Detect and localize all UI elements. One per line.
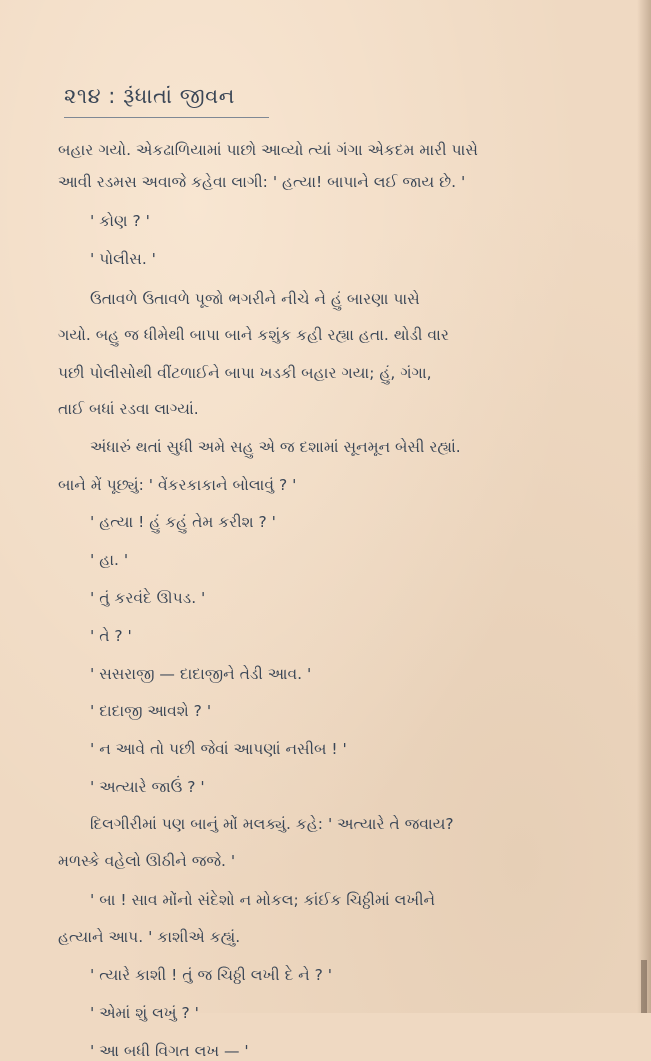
page-edge-mark — [641, 960, 647, 1013]
text-line: ' કોણ ? ' — [90, 212, 150, 230]
text-line: ' હત્યા ! હું કહું તેમ કરીશ ? ' — [90, 513, 276, 531]
text-line: ગયો. બહુ જ ધીમેથી બાપા બાને કશુંક કહી રહ્યા હતા. થોડી વાર — [58, 326, 449, 344]
text-line: ' બા ! સાવ મોંનો સંદેશો ન મોકલ; કાંઈક ચિઠ્ઠીમાં લખીને — [90, 891, 436, 909]
text-line: આવી રડમસ અવાજે કહેવા લાગી: ' હત્યા! બાપાને લઈ જાય છે. ' — [58, 173, 466, 191]
text-line: હત્યાને આપ. ' કાશીએ કહ્યું. — [58, 928, 241, 946]
text-line: ઉતાવળે ઉતાવળે પૂજો ભગરીને નીચે ને હું બારણા પાસે — [90, 290, 420, 308]
text-line: દિલગીરીમાં પણ બાનું મોં મલક્યું. કહે: ' અત્યારે તે જવાય? — [90, 815, 454, 833]
page-edge-shadow — [637, 0, 651, 1013]
text-line: તાઈ બધાં રડવા લાગ્યાં. — [58, 400, 199, 418]
text-line: મળસ્કે વહેલો ઊઠીને જજે. ' — [58, 852, 236, 870]
text-line: ' આ બધી વિગત લખ — ' — [90, 1042, 249, 1060]
text-line: ' તે ? ' — [90, 627, 132, 645]
text-line: ' પોલીસ. ' — [90, 250, 156, 268]
text-line: ' એમાં શું લખું ? ' — [90, 1004, 199, 1022]
text-line: ' તું કરવંદે ઊપડ. ' — [90, 589, 206, 607]
text-line: ' ન આવે તો પછી જેવાં આપણાં નસીબ ! ' — [90, 740, 347, 758]
text-line: પછી પોલીસોથી વીંટળાઈને બાપા ખડકી બહાર ગયા; હું, ગંગા, — [58, 364, 432, 382]
text-line: અંધારું થતાં સુધી અમે સહુ એ જ દશામાં સૂનમૂન બેસી રહ્યાં. — [90, 438, 461, 456]
text-line: ' સસરાજી — દાદાજીને તેડી આવ. ' — [90, 665, 312, 683]
text-line: ' ત્યારે કાશી ! તું જ ચિઠ્ઠી લખી દે ને ? ' — [90, 966, 333, 984]
running-head-rule — [64, 117, 269, 118]
text-line: ' દાદાજી આવશે ? ' — [90, 702, 212, 720]
text-line: બાને મેં પૂછ્યું: ' વેંકરકાકાને બોલાવું ? ' — [58, 476, 297, 494]
text-line: ' હા. ' — [90, 551, 129, 569]
text-line: ' અત્યારે જાઉં ? ' — [90, 778, 205, 796]
running-head: ૨૧૪ : રૂંધાતાં જીવન — [64, 84, 235, 108]
text-line: બહાર ગયો. એકઢાળિયામાં પાછો આવ્યો ત્યાં ગંગા એકદમ મારી પાસે — [58, 141, 478, 159]
